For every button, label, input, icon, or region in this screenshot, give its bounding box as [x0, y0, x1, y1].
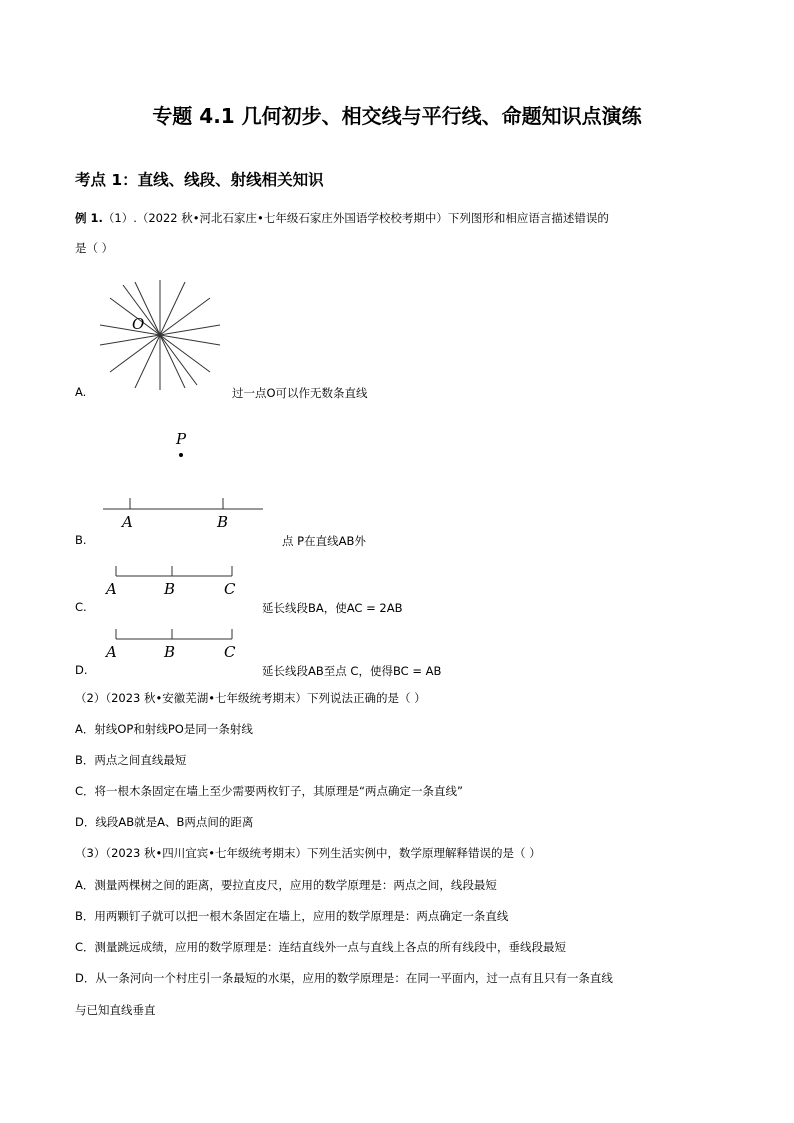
question-3-option-d: D．从一条河向一个村庄引一条最短的水渠，应用的数学原理是：在同一平面内，过一点有且只有一条直线: [75, 971, 613, 985]
question-2-stem: （2）（2023 秋•安徽芜湖•七年级统考期末）下列说法正确的是（ ）: [75, 691, 426, 705]
question-3-stem: （3）（2023 秋•四川宜宾•七年级统考期末）下列生活实例中，数学原理解释错误的是（ ）: [75, 846, 541, 860]
figure-b-point-p: [179, 453, 183, 457]
question-2-option-a: A．射线OP和射线PO是同一条射线: [75, 722, 253, 736]
option-d-text: 延长线段AB至点 C，使得BC = AB: [262, 664, 442, 678]
figure-a-lines-through-point: [95, 280, 225, 390]
figure-a-label-o: O: [132, 315, 145, 333]
figure-b-label-p: P: [176, 430, 187, 448]
figure-b-label-a: A: [122, 513, 133, 531]
question-1-stem: （1）.（2022 秋•河北石家庄•七年级石家庄外国语学校校考期中）下列图形和相应语言描述错误的: [102, 211, 609, 225]
figure-b-point-outside-line: [95, 428, 275, 533]
option-c-letter: C.: [75, 600, 87, 614]
question-3-option-d-continued: 与已知直线垂直: [75, 1003, 156, 1017]
question-2-option-b: B．两点之间直线最短: [75, 753, 187, 767]
question-2-option-d: D．线段AB就是A、B两点间的距离: [75, 815, 254, 829]
question-2-option-c: C．将一根木条固定在墙上至少需要两枚钉子，其原理是“两点确定一条直线”: [75, 784, 463, 798]
question-3-option-c: C．测量跳远成绩，应用的数学原理是：连结直线外一点与直线上各点的所有线段中，垂线段最短: [75, 940, 567, 954]
option-d-letter: D.: [75, 663, 88, 677]
figure-c-segment: [100, 560, 250, 602]
option-a-text: 过一点O可以作无数条直线: [232, 386, 368, 400]
option-a-letter: A.: [75, 385, 87, 399]
option-b-letter: B.: [75, 533, 87, 547]
option-b-text: 点 P在直线AB外: [282, 534, 366, 548]
question-3-option-a: A．测量两棵树之间的距离，要拉直皮尺，应用的数学原理是：两点之间，线段最短: [75, 878, 497, 892]
figure-c-label-a: A: [106, 580, 117, 598]
figure-d-label-a: A: [106, 643, 117, 661]
example-label: 例 1.: [75, 211, 103, 225]
question-1-stem-line1: [75, 210, 609, 226]
figure-c-label-c: C: [224, 580, 236, 598]
figure-c-label-b: B: [164, 580, 176, 598]
figure-d-segment: [100, 623, 250, 665]
section-heading: 考点 1：直线、线段、射线相关知识: [75, 171, 324, 189]
figure-b-label-b: B: [217, 513, 229, 531]
question-1-stem-line2: 是（ ）: [75, 241, 114, 255]
figure-d-label-b: B: [164, 643, 176, 661]
option-c-text: 延长线段BA，使AC = 2AB: [262, 601, 403, 615]
figure-d-label-c: C: [224, 643, 236, 661]
question-3-option-b: B．用两颗钉子就可以把一根木条固定在墙上，应用的数学原理是：两点确定一条直线: [75, 909, 509, 923]
page-title: 专题 4.1 几何初步、相交线与平行线、命题知识点演练: [152, 104, 642, 128]
